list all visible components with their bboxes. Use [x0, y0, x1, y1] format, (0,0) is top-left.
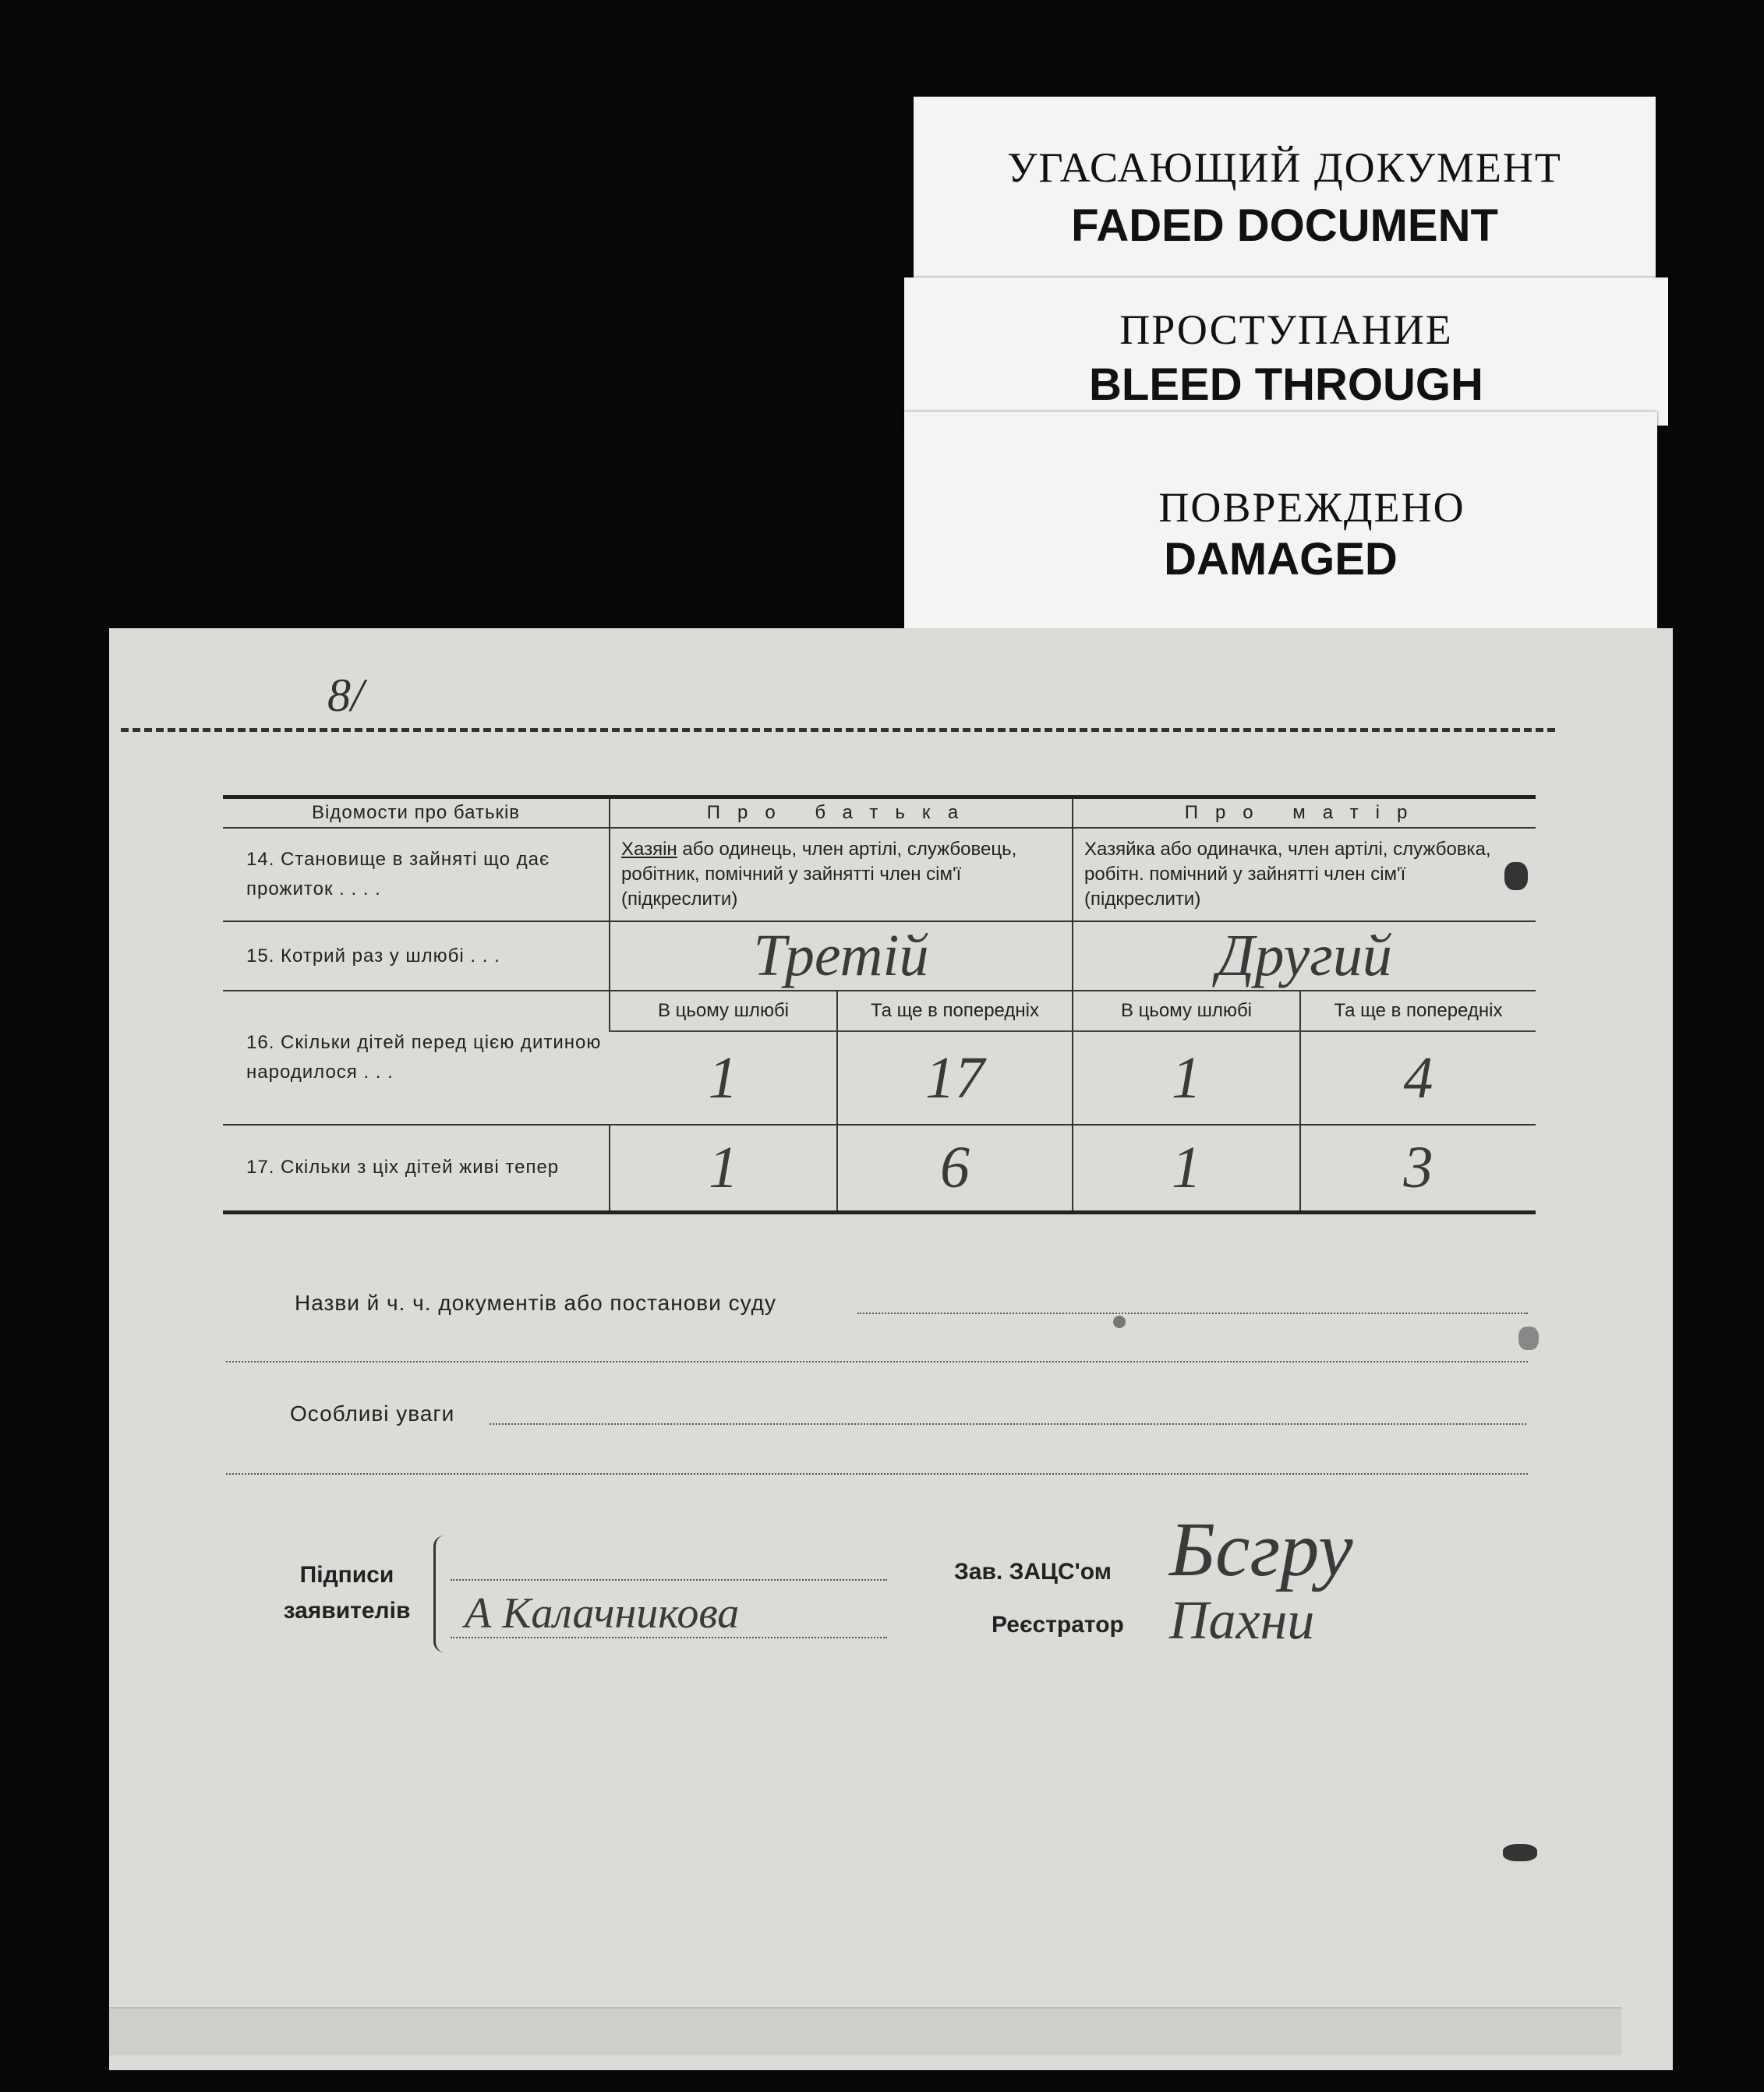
q16-mother-this: 1 [1073, 1031, 1300, 1125]
q16-father-prev: 17 [837, 1031, 1073, 1125]
subheader-mother-prev: Та ще в попередніх [1300, 991, 1536, 1031]
stain-dot [1113, 1316, 1126, 1328]
header-mother: Про матір [1073, 797, 1536, 829]
father-occupation [610, 828, 1073, 921]
faded-document-label [914, 97, 1656, 284]
documents-line-2 [226, 1361, 1528, 1362]
q17-father-prev: 6 [837, 1125, 1073, 1212]
header-info: Відомости про батьків [311, 802, 521, 823]
question-17: 17. Скільки з ціх дітей живі тепер [223, 1125, 610, 1212]
q16-father-this: 1 [708, 1044, 738, 1111]
q17-father-this: 1 [610, 1125, 837, 1212]
subheader-father-this: В цьому шлюбі [610, 991, 837, 1031]
signers-label [273, 1557, 421, 1629]
faded-label-ru: УГАСАЮЩИЙ ДОКУМЕНТ [1007, 144, 1562, 191]
notes-line-2 [226, 1473, 1528, 1475]
signers-brace [433, 1535, 451, 1652]
damage-hole [1503, 1844, 1537, 1861]
handwritten-mark: 8/ [327, 670, 364, 721]
registrar-signature: Пахни [1169, 1591, 1315, 1651]
damaged-label-en: DAMAGED [1164, 534, 1398, 585]
bleed-label-en: BLEED THROUGH [1089, 359, 1483, 410]
subheader-mother-this: В цьому шлюбі [1073, 991, 1300, 1031]
damage-hole [1504, 862, 1528, 890]
father-occupation-underlined: Хазяін [621, 839, 677, 860]
q17-mother-this: 1 [1073, 1125, 1300, 1212]
father-occupation-options: або одинець, член артілі, службовець, робітник, помічний у зайнятті член сім'ї (підкреслити) [621, 839, 1017, 910]
signer-line-2 [451, 1637, 887, 1638]
header-father: Про батька [610, 797, 1073, 829]
q17-mother-prev: 3 [1300, 1125, 1536, 1212]
notes-line-1 [490, 1423, 1526, 1425]
signer-signature: А Калачникова [465, 1589, 740, 1638]
signers-label-line-1: Підписи [299, 1562, 394, 1588]
perforation-line [121, 728, 1555, 732]
q16-mother-prev: 4 [1300, 1031, 1536, 1125]
father-marriage-count: Третій [610, 921, 1073, 991]
bleed-label-ru: ПРОСТУПАНИЕ [1119, 306, 1453, 353]
sheet-bottom-edge [109, 2007, 1621, 2055]
documents-label: Назви й ч. ч. документів або постанови суду [295, 1291, 776, 1315]
question-16: 16. Скільки дітей перед цією дитиною народилося . . . [223, 991, 610, 1125]
head-signature: Бсгру [1169, 1506, 1353, 1592]
registrar-label: Реєстратор [992, 1612, 1124, 1638]
question-14: 14. Становище в зайняті що дає прожиток . . . . [223, 828, 610, 921]
bleed-through-label [904, 277, 1668, 426]
signers-label-line-2: заявителів [283, 1598, 411, 1624]
subheader-father-prev: Та ще в попередніх [837, 991, 1073, 1031]
damage-hole [1518, 1327, 1539, 1350]
question-15: 15. Котрий раз у шлюбі . . . [223, 921, 610, 991]
signer-line-1 [451, 1579, 887, 1581]
faded-label-en: FADED DOCUMENT [1071, 200, 1498, 251]
damaged-label-ru: ПОВРЕЖДЕНО [1158, 484, 1465, 531]
notes-label: Особливі уваги [290, 1401, 455, 1426]
parents-info-table [223, 795, 1536, 1214]
damaged-label [904, 412, 1657, 631]
documents-line-1 [857, 1313, 1528, 1314]
mother-occupation: Хазяйка або одиначка, член артілі, службовка, робітн. помічний у зайнятті член сім'ї (підкреслити) [1073, 828, 1536, 921]
mother-marriage-count: Другий [1073, 921, 1536, 991]
head-label: Зав. ЗАЦС'ом [954, 1559, 1112, 1585]
